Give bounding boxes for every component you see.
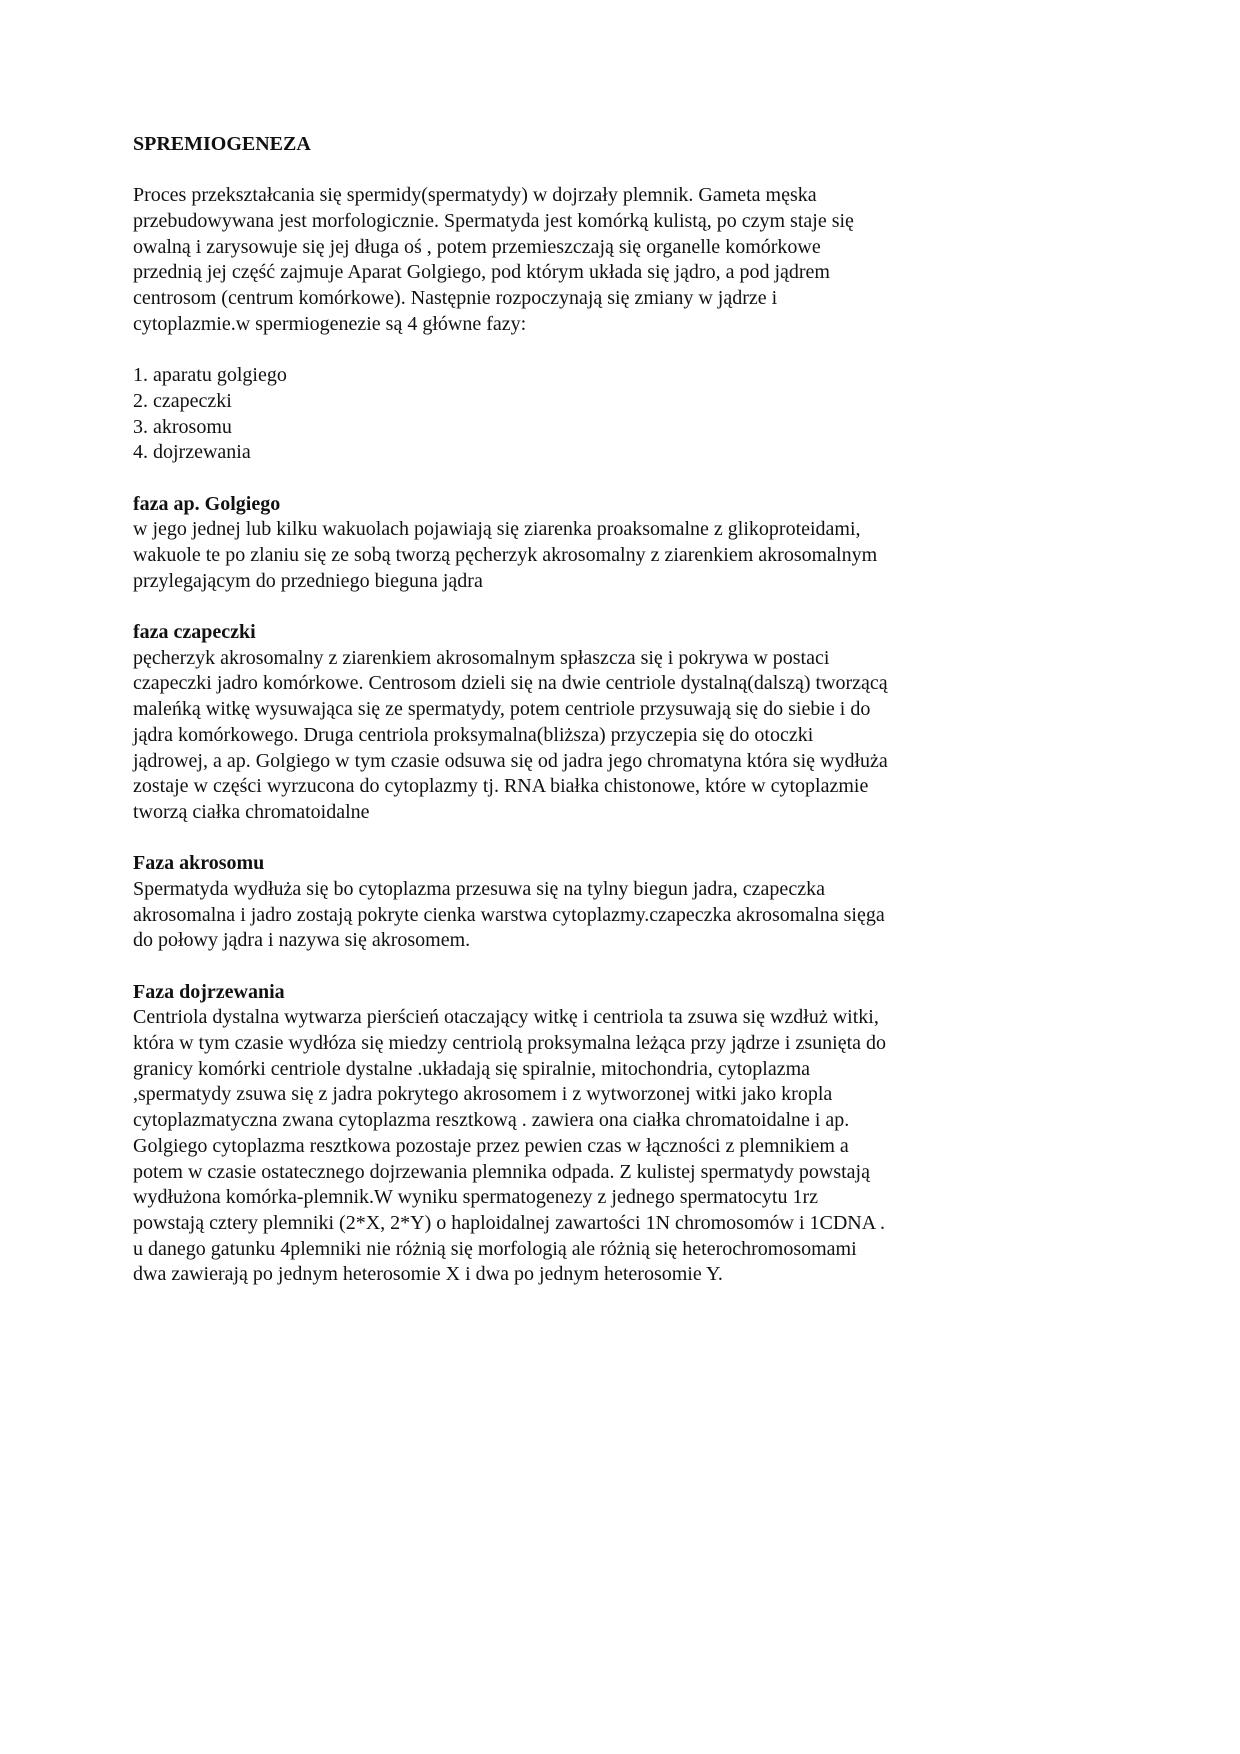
blank-line — [133, 466, 1133, 492]
paragraph-line: potem w czasie ostatecznego dojrzewania plemnika odpada. Z kulistej spermatydy powstają — [133, 1160, 870, 1183]
document-title: SPREMIOGENEZA — [133, 133, 311, 155]
section — [133, 466, 1133, 594]
paragraph-line: Proces przekształcania się spermidy(spermatydy) w dojrzały plemnik. Gameta męska — [133, 184, 817, 207]
paragraph-line: pęcherzyk akrosomalny z ziarenkiem akrosomalnym spłaszcza się i pokrywa w postaci — [133, 646, 830, 669]
blank-line — [133, 826, 1133, 852]
blank-line — [133, 158, 1133, 184]
phase-list — [133, 363, 1133, 466]
blank-line — [133, 954, 1133, 980]
paragraph-line: zostaje w części wyrzucona do cytoplazmy tj. RNA białka chistonowe, które w cytoplazmie — [133, 775, 869, 798]
paragraph-line: jądra komórkowego. Druga centriola proksymalna(bliższa) przyczepia się do otoczki — [133, 723, 814, 746]
paragraph-line: centrosom (centrum komórkowe). Następnie rozpoczynają się zmiany w jądrze i — [133, 287, 778, 310]
paragraph-line: wydłużona komórka-plemnik.W wyniku spermatogenezy z jednego spermatocytu 1rz — [133, 1186, 818, 1209]
paragraph-line: czapeczki jadro komórkowe. Centrosom dzieli się na dwie centriole dystalną(dalszą) tworzącą — [133, 672, 888, 695]
list-item: 2. czapeczki — [133, 389, 232, 412]
list-item: 1. aparatu golgiego — [133, 364, 287, 387]
sections — [133, 466, 1133, 1288]
paragraph-line: granicy komórki centriole dystalne .układają się spiralnie, mitochondria, cytoplazma — [133, 1057, 811, 1080]
paragraph-line: tworzą ciałka chromatoidalne — [133, 800, 370, 823]
paragraph-line: Golgiego cytoplazma resztkowa pozostaje przez pewien czas w łączności z plemnikiem a — [133, 1134, 849, 1157]
paragraph-line: w jego jednej lub kilku wakuolach pojawiają się ziarenka proaksomalne z glikoproteidami, — [133, 518, 861, 541]
section-heading: faza czapeczki — [133, 621, 256, 644]
paragraph-line: akrosomalna i jadro zostają pokryte cienka warstwa cytoplazmy.czapeczka akrosomalna sięga — [133, 903, 885, 926]
paragraph-line: jądrowej, a ap. Golgiego w tym czasie odsuwa się od jadra jego chromatyna która się wydłuża — [133, 749, 888, 772]
blank-line — [133, 338, 1133, 364]
paragraph-line: ,spermatydy zsuwa się z jadra pokrytego akrosomem i z wytworzonej witki jako kropla — [133, 1083, 833, 1106]
section — [133, 954, 1133, 1288]
paragraph-line: przylegającym do przedniego bieguna jądra — [133, 569, 483, 592]
paragraph-line: przednią jej część zajmuje Aparat Golgiego, pod którym układa się jądro, a pod jądrem — [133, 261, 830, 284]
paragraph-line: maleńką witkę wysuwająca się ze spermatydy, potem centriole przysuwają się do siebie i do — [133, 698, 871, 721]
document-page — [133, 132, 1133, 1288]
section-heading: Faza akrosomu — [133, 852, 265, 875]
section — [133, 826, 1133, 954]
paragraph-line: u danego gatunku 4plemniki nie różnią się morfologią ale różnią się heterochromosomami — [133, 1237, 857, 1260]
paragraph-line: do połowy jądra i nazywa się akrosomem. — [133, 929, 471, 952]
paragraph-line: owalną i zarysowuje się jej długa oś , potem przemieszczają się organelle komórkowe — [133, 235, 821, 258]
section — [133, 594, 1133, 825]
blank-line — [133, 594, 1133, 620]
section-heading: Faza dojrzewania — [133, 980, 285, 1003]
paragraph-line: Spermatyda wydłuża się bo cytoplazma przesuwa się na tylny biegun jadra, czapeczka — [133, 877, 825, 900]
paragraph-line: cytoplazmie.w spermiogenezie są 4 główne fazy: — [133, 312, 527, 335]
paragraph-line: przebudowywana jest morfologicznie. Spermatyda jest komórką kulistą, po czym staje się — [133, 210, 854, 233]
paragraph-line: Centriola dystalna wytwarza pierścień otaczający witkę i centriola ta zsuwa się wzdłuż witki, — [133, 1006, 879, 1029]
paragraph-line: która w tym czasie wydłóza się miedzy centriolą proksymalna leżąca przy jądrze i zsunięta do — [133, 1032, 887, 1055]
paragraph-line: wakuole te po zlaniu się ze sobą tworzą pęcherzyk akrosomalny z ziarenkiem akrosomalnym — [133, 544, 878, 566]
list-item: 3. akrosomu — [133, 415, 232, 438]
intro-paragraph — [133, 183, 1133, 337]
section-heading: faza ap. Golgiego — [133, 492, 281, 515]
paragraph-line: powstają cztery plemniki (2*X, 2*Y) o haploidalnej zawartości 1N chromosomów i 1CDNA . — [133, 1211, 886, 1234]
paragraph-line: dwa zawierają po jednym heterosomie X i dwa po jednym heterosomie Y. — [133, 1263, 723, 1286]
paragraph-line: cytoplazmatyczna zwana cytoplazma resztkową . zawiera ona ciałka chromatoidalne i ap. — [133, 1109, 850, 1132]
list-item: 4. dojrzewania — [133, 441, 251, 464]
